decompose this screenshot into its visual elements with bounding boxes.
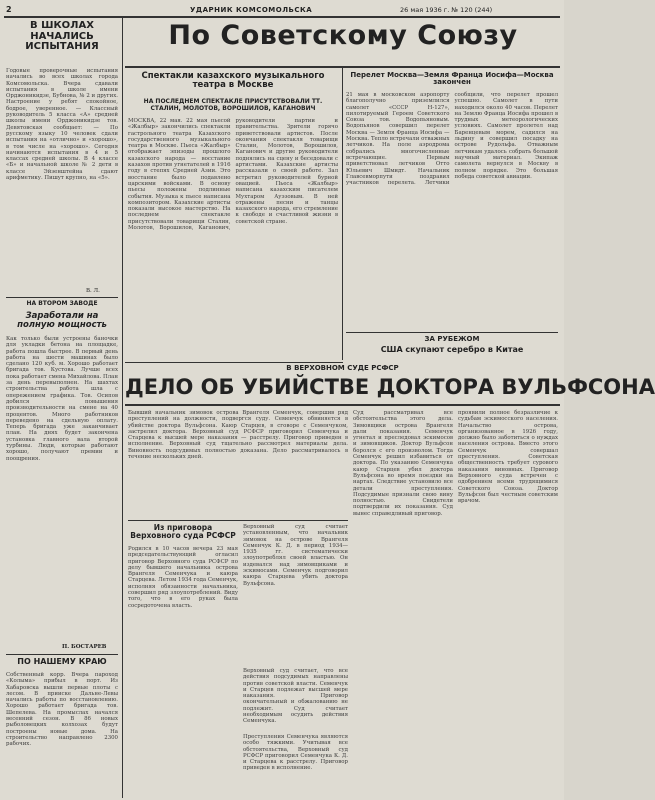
left-rule-2 xyxy=(6,654,118,655)
story1-text: МОСКВА, 22 мая. 22 мая пьесой «Жалбыр» закончились спектакли гастрольного театра Казахского государственного музыкального театра в Москве. Пьеса «Жалбыр» отображает эпизоды прошлого казахского народа — восстание казахов против угнетателей в 1916 году в степях Средней Азии. Это восстание было подавлено царскими войсками. В основу пьесы положены подлинные события. Музыка к пьесе написана композитором. Казахские артисты показали высокое мастерство. На последнем спектакле присутствовали товарищи Сталин, Молотов, Ворошилов, Каганович, руководители партии и правительства. Зрители горячо приветствовали артистов. После окончания спектакля товарищи Сталин, Молотов, Ворошилов, Каганович и другие руководители поднялись на сцену и беседовали с артистами. Казахские артисты рассказали о своей работе. Зал встретил руководителей бурной овацией. Пьеса «Жалбыр» написана казахским писателем Мухтаром Ауэзовым. В ней отражены песни и танцы казахского народа, его стремление к свободе и счастливой жизни в советской стране. xyxy=(128,118,338,232)
page-number: 2 xyxy=(6,5,12,14)
verdict-rule xyxy=(128,520,348,521)
story3-title: США скупают серебро в Китае xyxy=(380,345,524,354)
court-section-rule xyxy=(125,362,343,363)
left-headline: В ШКОЛАХ НАЧАЛИСЬ ИСПЫТАНИЯ xyxy=(25,20,99,52)
paper-name: УДАРНИК КОМСОМОЛЬСКА xyxy=(190,6,313,14)
main-headline: По Советскому Союзу xyxy=(168,20,518,51)
left-article-2: Как только были устроены баночки для укладки бетона на площадке, работа пошла быстрее. В первый день работа на шести машинах было сделано 120 куб. м. Хорошо работает бригада тов. Кустова. Лучше всех пока работает смена Михайлова. План за день перевыполнен. На шахтах строительства работа шла с опережением графика. Тов. Осипов добился повышения производительности на смене на 40 процентов. Много работников переведено на сдельную оплату. Теперь бригада уже заканчивает план. На днях будет закончена установка главного вала второй турбины. Люди, которые работают хорошо, получают премии и поощрения. xyxy=(6,336,118,462)
left-signature-2: П. БОСТАРЕВ xyxy=(62,644,107,650)
story1-title: Спектакли казахского музыкального театра в Москве xyxy=(141,71,325,90)
story3-rule xyxy=(346,332,558,333)
court-headline-rule xyxy=(125,404,560,406)
column-rule-mid xyxy=(342,68,343,360)
column-rule-left xyxy=(122,18,123,798)
left-signature-1: В. Л. xyxy=(86,288,100,294)
court-text-4: Родился в 10 часов вечера 23 мая председательствующий огласил приговор Верховного суда РСФСР по делу бывшего начальника острова Врангеля Семенчука и каюра Старцева. Летом 1934 года Семенчук, исполняя обязанности начальника, совершил ряд злоупотреблений. Виду того, что в его руках была сосредоточена власть. xyxy=(128,546,238,609)
left-article-3: Собственный корр. Вчера пароход «Колыма» прибыл в порт. Из Хабаровска вышли первые плоты с лесом. В прииске Дальне-Левы начались работы по восстановлению. Хорошо работает бригада тов. Шепелева. На промыслах начался весенний сезон. В 86 новых рыболовецких колхозах будут построены новые дома. На строительство направлено 2300 рабочих. xyxy=(6,672,118,748)
left-headline-2: Заработали на полную мощность xyxy=(17,311,107,330)
verdict-title: Из приговора Верховного суда РСФСР xyxy=(130,523,236,540)
court-headline: ДЕЛО ОБ УБИЙСТВЕ ДОКТОРА ВУЛЬФСОНА xyxy=(125,375,655,399)
left-rule-1 xyxy=(6,297,118,298)
court-text-1: Бывший начальник зимовок острова Врангеля Семенчук, совершив ряд преступлений на должности, подвергся суду. Семенчук обвиняется в убийстве доктора Вульфсона. Каюр Старцев, в сговоре с Семенчуком, застрелил доктора. Верховный суд РСФСР приговорил Семенчука и Старцева к высшей мере наказания — расстрелу. Приговор приведен в исполнение. Верховный суд тщательно рассмотрел материалы дела. Виновность подсудимых полностью доказана. Дело рассматривалось в течение нескольких дней. xyxy=(128,410,348,461)
court-section-label: В ВЕРХОВНОМ СУДЕ РСФСР xyxy=(286,364,399,372)
issue-date: 26 мая 1936 г. № 120 (244) xyxy=(400,6,493,14)
court-text-7: Преступления Семенчука являются особо тяжкими. Учитывая все обстоятельства, Верховный суд РСФСР приговорил Семенчука К. Д. и Старцева к расстрелу. Приговор приведен в исполнение. xyxy=(243,734,348,772)
masthead-rule xyxy=(4,16,560,18)
left-section-label-1: НА ВТОРОМ ЗАВОДЕ xyxy=(26,300,98,307)
story2-text: 21 мая в московском аэропорту благополучно приземлился самолет «СССР Н-127», пилотируемый Героем Советского Союза тов. Водопьяновым. Водопьянов совершил перелет Москва — Земля Франца Иосифа — Москва. Тепло встречали отважных летчиков. На поле аэродрома собрались многочисленные встречающие. Первым приветствовал летчиков Отто Юльевич Шмидт. Начальник Главсевморпути поздравил участников перелета. Летчики сообщили, что перелет прошел успешно. Самолет в пути находился около 40 часов. Перелет на Землю Франца Иосифа прошел в трудных метеорологических условиях. Самолет пролетел над Баренцевым морем, садился на льдину и совершил посадку на острове Рудольфа. Отважным летчикам удалось собрать большой научный материал. Экипаж самолета вернулся в Москву в полном порядке. Это большая победа советской авиации. xyxy=(346,92,558,187)
story1-subtitle: НА ПОСЛЕДНЕМ СПЕКТАКЛЕ ПРИСУТСТВОВАЛИ ТТ. СТАЛИН, МОЛОТОВ, ВОРОШИЛОВ, КАГАНОВИЧ xyxy=(143,98,323,112)
court-text-6: Верховный суд считает, что все действия подсудимых направлены против советской власти. Семенчук и Старцев подлежат высшей мере наказания. Приговор окончательный и обжалованию не подлежит. Суд считает необходимым осудить действия Семенчука. xyxy=(243,668,348,725)
left-article-1: Годовые проверочные испытания начались во всех школах города Комсомольска. Вчера сдавали испытания в школе имени Орджоникидзе, Бубнова, № 2 и других. Настроение у ребят спокойное, бодрое, уверенное. — Классный руководитель 5 класса «А» средней школы имени Орджоникидзе тов. Девятовская сообщает: — По русскому языку 10 человек сдали испытания на «отлично» и «хорошо», в том числе на «хорошо». Сегодня начинаются испытания в 4 и 5 классах средней школы. В 4 классе «Б» и начальной школе № 2 дети в классе Эйзенштейна сдают арифметику. Пишут крупно, на «5». xyxy=(6,68,118,182)
court-text-5: Верховный суд считает установленным, что начальник зимовок на острове Врангеля Семенчук К. Д. в период 1934—1935 гг. систематически злоупотреблял своей властью. Он издевался над зимовщиками и эскимосами. Семенчук подговорил каюра Старцева убить доктора Вульфсона. xyxy=(243,524,348,587)
court-text-3: проявили полное безразличие к судьбам эскимосского населения. Начальство острова, организованное в 1926 году, должно было заботиться о нуждах населения острова. Вместо этого Семенчук совершал преступления. Советская общественность требует сурового наказания виновных. Приговор Верховного суда встречен с одобрением всеми трудящимися Советского Союза. Доктор Вульфсон был честным советским врачом. xyxy=(458,410,558,505)
story3-section-label: ЗА РУБЕЖОМ xyxy=(424,335,480,343)
court-text-2: Суд рассматривал все обстоятельства этого дела. Зимовщики острова Врангеля дали показания. Семенчук угнетал и преследовал эскимосов и зимовщиков. Доктор Вульфсон боролся с его произволом. Тогда Семенчук решил избавиться от доктора. По указанию Семенчука каюр Старцев убил доктора Вульфсона во время поездки на нартах. Следствие установило все детали преступления. Подсудимые признали свою вину полностью. Свидетели подтвердили их показания. Суд вынес справедливый приговор. xyxy=(353,410,453,517)
left-section-label-2: ПО НАШЕМУ КРАЮ xyxy=(17,657,107,666)
story2-title: Перелет Москва—Земля Франца Иосифа—Москва закончен xyxy=(350,71,554,87)
